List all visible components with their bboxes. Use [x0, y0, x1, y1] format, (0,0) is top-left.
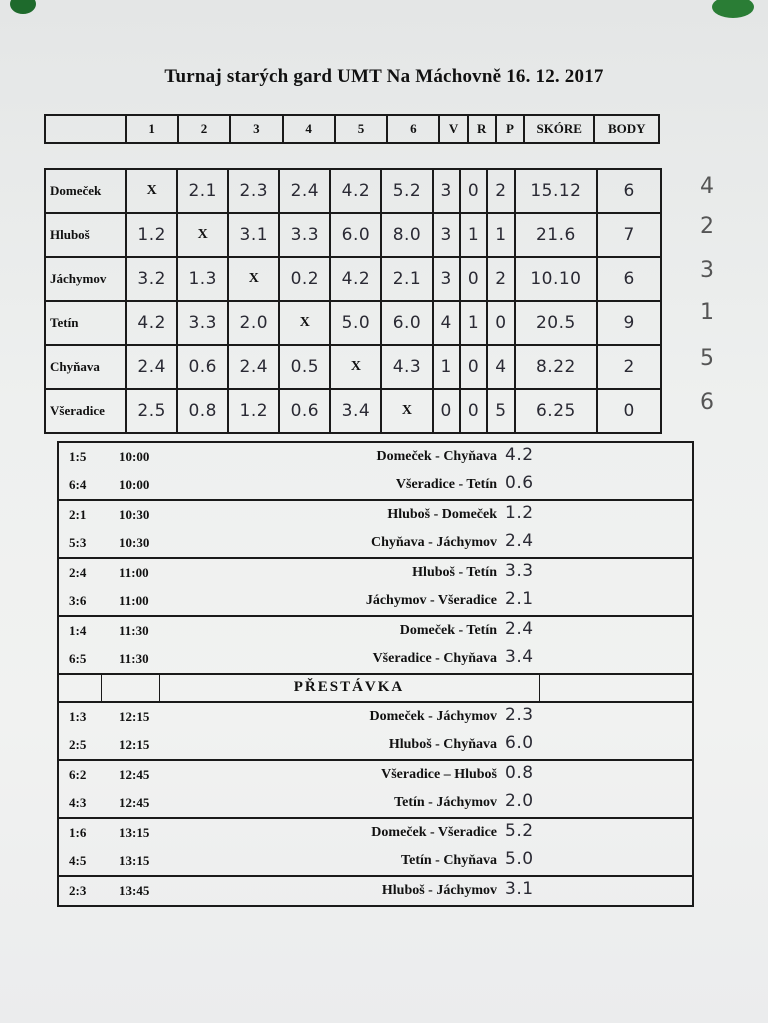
grid-cell: 0.5 — [279, 345, 330, 389]
match-teams: Domeček - Chyňava — [376, 449, 497, 464]
grid-cell: 0 — [433, 389, 460, 433]
match-row — [59, 877, 692, 905]
diagonal-cross: X — [126, 169, 177, 213]
grid-cell: 3 — [433, 257, 460, 301]
match-time: 11:00 — [119, 593, 149, 608]
rank-note: 6 — [700, 390, 714, 415]
team-name: Jáchymov — [45, 257, 126, 301]
match-time: 11:30 — [119, 651, 149, 666]
match-row — [59, 559, 692, 587]
pause-label: PŘESTÁVKA — [293, 679, 405, 695]
match-score: 2.3 — [505, 705, 534, 725]
match-row — [59, 703, 692, 731]
match-teams: Tetín - Chyňava — [401, 853, 497, 868]
grid-cell: 0 — [460, 169, 487, 213]
grid-cell: 3.2 — [126, 257, 177, 301]
page-title: Turnaj starých gard UMT Na Máchovně 16. 12. 2017 — [164, 66, 604, 87]
match-time: 10:30 — [119, 535, 150, 550]
grid-cell: 7 — [597, 213, 661, 257]
match-time: 11:00 — [119, 565, 149, 580]
grid-cell: 9 — [597, 301, 661, 345]
schedule — [57, 441, 694, 907]
header-row — [45, 115, 659, 143]
match-row — [59, 789, 692, 817]
grid-cell: 1.2 — [126, 213, 177, 257]
match-row — [59, 819, 692, 847]
rank-note: 4 — [700, 174, 714, 199]
grid-cell: 0.6 — [177, 345, 228, 389]
header-cell: 5 — [335, 115, 387, 143]
grid-cell: 2.5 — [126, 389, 177, 433]
match-row — [59, 847, 692, 875]
match-teams: Domeček - Všeradice — [371, 825, 497, 840]
schedule-block — [59, 703, 692, 761]
grid-cell: 0 — [460, 345, 487, 389]
grid-cell: 0 — [460, 257, 487, 301]
header-cell: BODY — [594, 115, 659, 143]
header-table — [44, 114, 660, 144]
grid-cell: 1.2 — [228, 389, 279, 433]
results-grid — [44, 168, 662, 434]
grid-cell: 6.0 — [381, 301, 432, 345]
grid-cell: 2.3 — [228, 169, 279, 213]
grid-cell: 3 — [433, 213, 460, 257]
match-score: 0.6 — [505, 473, 534, 493]
match-score: 3.3 — [505, 561, 534, 581]
pause-cell — [59, 675, 102, 701]
match-score: 2.4 — [505, 531, 534, 551]
match-score: 5.0 — [505, 849, 534, 869]
rank-note: 1 — [700, 300, 714, 325]
match-time: 12:15 — [119, 709, 150, 724]
grid-cell: 1.3 — [177, 257, 228, 301]
rank-note: 5 — [700, 346, 714, 371]
grid-cell: 0 — [487, 301, 514, 345]
grid-cell: 2.4 — [126, 345, 177, 389]
match-time: 12:15 — [119, 737, 150, 752]
grid-cell: 4 — [487, 345, 514, 389]
schedule-block — [59, 819, 692, 877]
match-pair: 6:2 — [69, 767, 87, 782]
match-pair: 1:3 — [69, 709, 87, 724]
match-row — [59, 501, 692, 529]
match-score: 3.4 — [505, 647, 534, 667]
match-pair: 2:3 — [69, 883, 87, 898]
grid-cell: 2.1 — [381, 257, 432, 301]
match-teams: Domeček - Jáchymov — [369, 709, 497, 724]
team-name: Domeček — [45, 169, 126, 213]
match-pair: 2:1 — [69, 507, 87, 522]
grid-cell: 6.25 — [515, 389, 598, 433]
grid-cell: 3.1 — [228, 213, 279, 257]
rank-note: 2 — [700, 214, 714, 239]
diagonal-cross: X — [381, 389, 432, 433]
match-time: 13:15 — [119, 853, 150, 868]
match-teams: Hluboš - Tetín — [412, 565, 497, 580]
header-cell: V — [439, 115, 467, 143]
match-teams: Všeradice - Chyňava — [372, 651, 497, 666]
header-cell — [45, 115, 126, 143]
match-teams: Chyňava - Jáchymov — [370, 535, 497, 550]
match-pair: 1:6 — [69, 825, 87, 840]
match-teams: Hluboš - Chyňava — [388, 737, 497, 752]
grid-cell: 2 — [487, 169, 514, 213]
grid-cell: 15.12 — [515, 169, 598, 213]
match-pair: 4:5 — [69, 853, 87, 868]
team-name: Chyňava — [45, 345, 126, 389]
grid-cell: 8.22 — [515, 345, 598, 389]
match-row — [59, 471, 692, 499]
grid-cell: 8.0 — [381, 213, 432, 257]
match-score: 1.2 — [505, 503, 534, 523]
grid-cell: 3 — [433, 169, 460, 213]
match-score: 6.0 — [505, 733, 534, 753]
match-row — [59, 529, 692, 557]
match-row — [59, 443, 692, 471]
grid-cell: 3.3 — [177, 301, 228, 345]
match-pair: 2:5 — [69, 737, 87, 752]
match-row — [59, 761, 692, 789]
match-time: 10:00 — [119, 449, 150, 464]
grid-cell: 3.3 — [279, 213, 330, 257]
match-teams: Všeradice - Tetín — [395, 477, 497, 492]
green-magnet-right — [712, 0, 754, 18]
header-cell: 3 — [230, 115, 282, 143]
team-name: Všeradice — [45, 389, 126, 433]
pause-cell — [539, 675, 540, 701]
grid-cell: 2.4 — [228, 345, 279, 389]
grid-cell: 10.10 — [515, 257, 598, 301]
grid-cell: 0 — [597, 389, 661, 433]
schedule-block — [59, 617, 692, 675]
match-teams: Hluboš - Jáchymov — [381, 883, 497, 898]
grid-cell: 4.3 — [381, 345, 432, 389]
header-cell: SKÓRE — [524, 115, 594, 143]
match-teams: Hluboš - Domeček — [387, 507, 497, 522]
match-score: 5.2 — [505, 821, 534, 841]
grid-row — [45, 213, 661, 257]
schedule-block — [59, 501, 692, 559]
match-score: 2.4 — [505, 619, 534, 639]
match-score: 4.2 — [505, 445, 534, 465]
grid-row — [45, 257, 661, 301]
match-teams: Domeček - Tetín — [399, 623, 497, 638]
diagonal-cross: X — [330, 345, 381, 389]
diagonal-cross: X — [177, 213, 228, 257]
grid-cell: 2 — [487, 257, 514, 301]
match-pair: 2:4 — [69, 565, 87, 580]
grid-cell: 0.6 — [279, 389, 330, 433]
match-pair: 5:3 — [69, 535, 87, 550]
schedule-block — [59, 559, 692, 617]
schedule-block — [59, 877, 692, 905]
team-name: Tetín — [45, 301, 126, 345]
header-cell: 6 — [387, 115, 439, 143]
grid-cell: 6 — [597, 257, 661, 301]
grid-cell: 1 — [487, 213, 514, 257]
pause-row — [59, 675, 692, 703]
match-row — [59, 645, 692, 673]
match-score: 2.1 — [505, 589, 534, 609]
match-teams: Všeradice – Hluboš — [381, 767, 497, 782]
diagonal-cross: X — [228, 257, 279, 301]
rank-note: 3 — [700, 258, 714, 283]
grid-cell: 2 — [597, 345, 661, 389]
grid-cell: 21.6 — [515, 213, 598, 257]
match-time: 11:30 — [119, 623, 149, 638]
match-row — [59, 587, 692, 615]
match-time: 12:45 — [119, 767, 150, 782]
grid-cell: 0.2 — [279, 257, 330, 301]
match-score: 2.0 — [505, 791, 534, 811]
grid-row — [45, 389, 661, 433]
grid-row — [45, 301, 661, 345]
grid-cell: 5.0 — [330, 301, 381, 345]
grid-cell: 6.0 — [330, 213, 381, 257]
grid-cell: 2.4 — [279, 169, 330, 213]
grid-cell: 4.2 — [330, 169, 381, 213]
match-time: 10:30 — [119, 507, 150, 522]
match-pair: 1:4 — [69, 623, 87, 638]
header-cell: 4 — [283, 115, 335, 143]
grid-cell: 5.2 — [381, 169, 432, 213]
grid-row — [45, 345, 661, 389]
match-teams: Jáchymov - Všeradice — [365, 593, 497, 608]
green-magnet-left — [10, 0, 36, 14]
header-cell: 2 — [178, 115, 230, 143]
grid-cell: 1 — [460, 213, 487, 257]
match-pair: 4:3 — [69, 795, 87, 810]
schedule-block — [59, 761, 692, 819]
match-pair: 6:5 — [69, 651, 87, 666]
match-row — [59, 617, 692, 645]
match-score: 0.8 — [505, 763, 534, 783]
grid-cell: 4 — [433, 301, 460, 345]
grid-cell: 1 — [460, 301, 487, 345]
grid-cell: 0 — [460, 389, 487, 433]
grid-cell: 4.2 — [126, 301, 177, 345]
schedule-block — [59, 443, 692, 501]
match-pair: 3:6 — [69, 593, 87, 608]
match-time: 10:00 — [119, 477, 150, 492]
grid-cell: 1 — [433, 345, 460, 389]
grid-cell: 5 — [487, 389, 514, 433]
match-score: 3.1 — [505, 879, 534, 899]
match-time: 13:45 — [119, 883, 150, 898]
grid-cell: 20.5 — [515, 301, 598, 345]
team-name: Hluboš — [45, 213, 126, 257]
match-time: 12:45 — [119, 795, 150, 810]
header-cell: 1 — [126, 115, 178, 143]
match-time: 13:15 — [119, 825, 150, 840]
header-cell: R — [468, 115, 496, 143]
match-pair: 6:4 — [69, 477, 87, 492]
grid-row — [45, 169, 661, 213]
grid-cell: 0.8 — [177, 389, 228, 433]
grid-cell: 2.1 — [177, 169, 228, 213]
pause-cell — [101, 675, 160, 701]
grid-cell: 6 — [597, 169, 661, 213]
match-row — [59, 731, 692, 759]
grid-cell: 2.0 — [228, 301, 279, 345]
match-teams: Tetín - Jáchymov — [394, 795, 497, 810]
grid-cell: 3.4 — [330, 389, 381, 433]
grid-cell: 4.2 — [330, 257, 381, 301]
match-pair: 1:5 — [69, 449, 87, 464]
diagonal-cross: X — [279, 301, 330, 345]
header-cell: P — [496, 115, 524, 143]
